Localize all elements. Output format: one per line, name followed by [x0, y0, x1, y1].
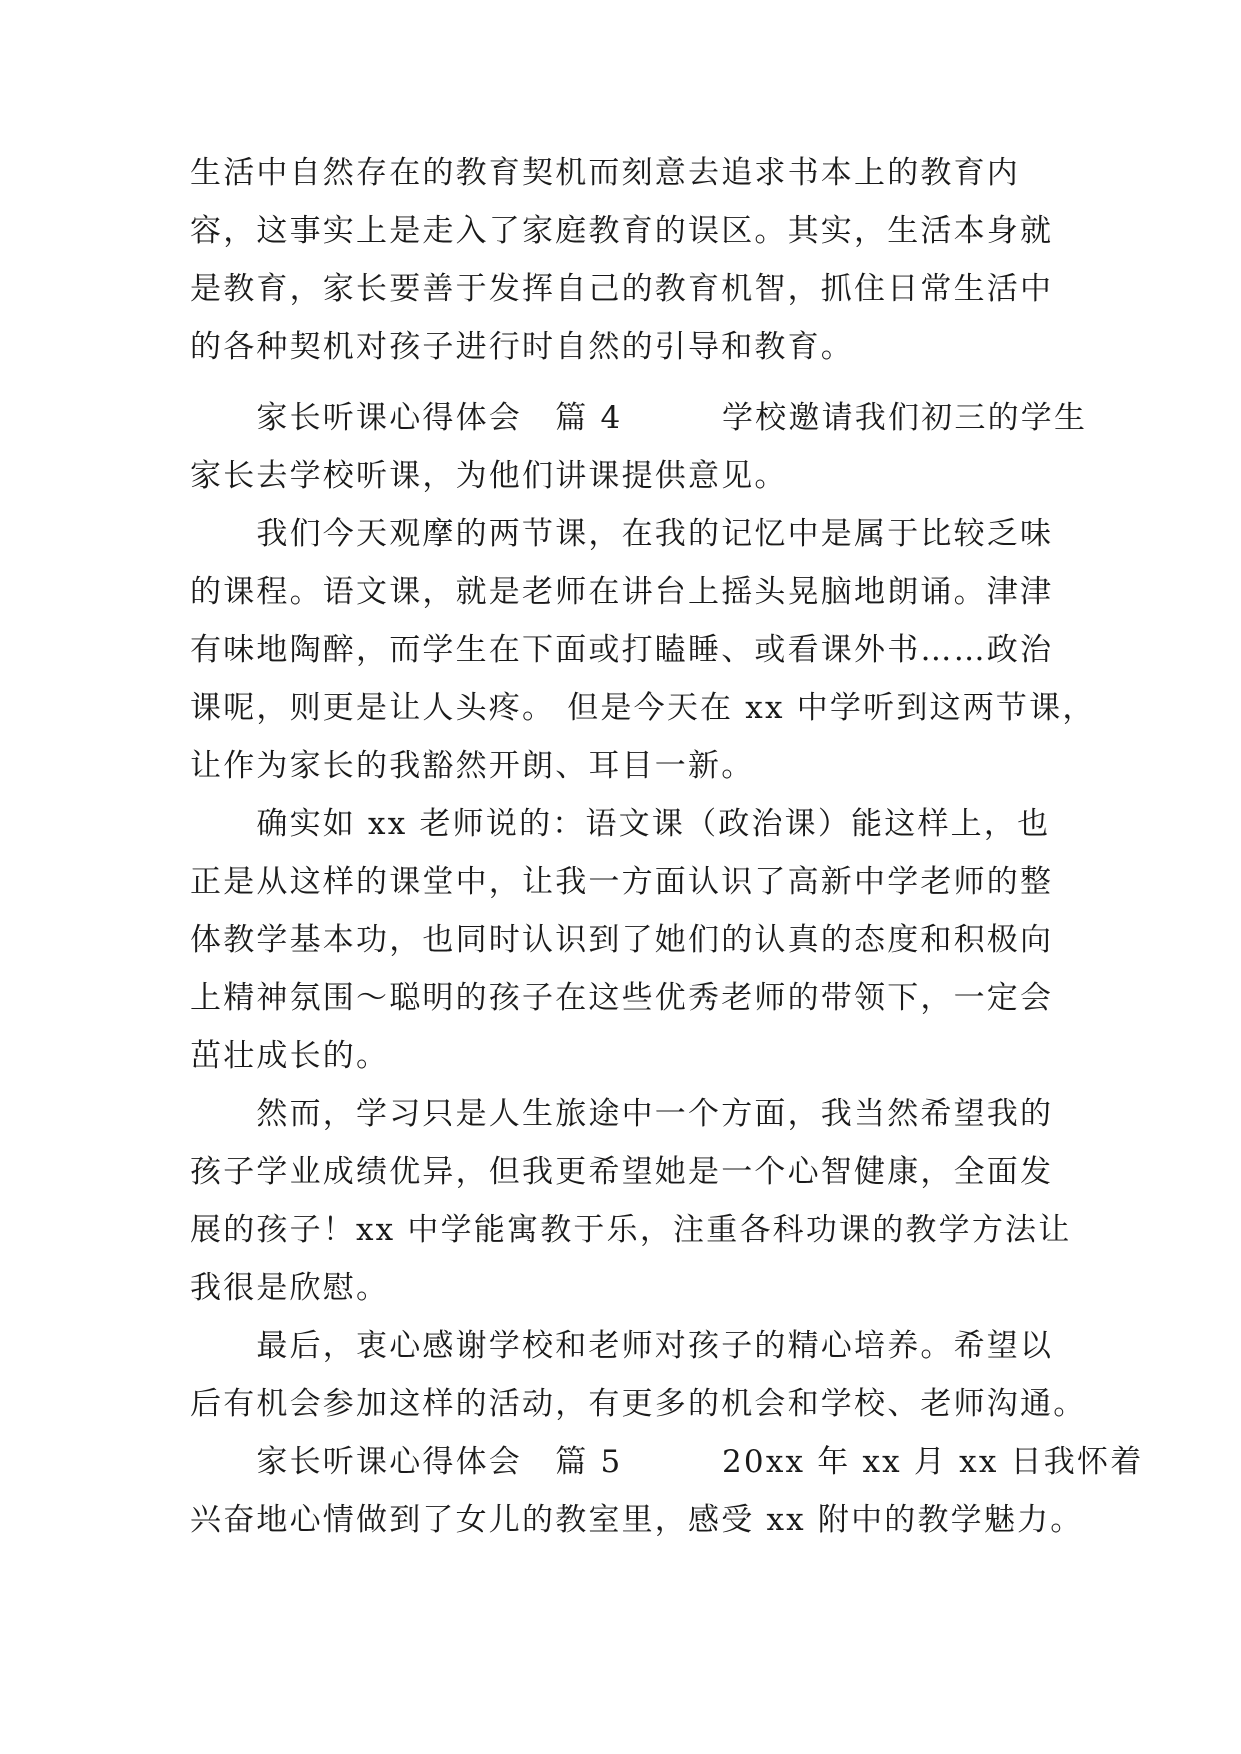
text-line: 上精神氛围～聪明的孩子在这些优秀老师的带领下，一定会 — [190, 980, 1054, 1016]
text-line: 确实如 xx 老师说的：语文课（政治课）能这样上，也 — [190, 806, 1051, 842]
text-line: 有味地陶醉，而学生在下面或打瞌睡、或看课外书……政治 — [190, 632, 1054, 668]
text-line: 后有机会参加这样的活动，有更多的机会和学校、老师沟通。 — [190, 1386, 1087, 1422]
text-line: 然而，学习只是人生旅途中一个方面，我当然希望我的 — [190, 1096, 1054, 1132]
text-line: 正是从这样的课堂中，让我一方面认识了高新中学老师的整 — [190, 864, 1054, 900]
text-line: 的课程。语文课，就是老师在讲台上摇头晃脑地朗诵。津津 — [190, 574, 1054, 610]
text-line: 家长去学校听课，为他们讲课提供意见。 — [190, 458, 788, 494]
text-line: 的各种契机对孩子进行时自然的引导和教育。 — [190, 329, 854, 365]
text-line: 最后，衷心感谢学校和老师对孩子的精心培养。希望以 — [190, 1328, 1054, 1364]
text-line: 我很是欣慰。 — [190, 1270, 390, 1306]
text-line: 是教育，家长要善于发挥自己的教育机智，抓住日常生活中 — [190, 271, 1054, 307]
section-heading-line: 家长听课心得体会 篇 4 学校邀请我们初三的学生 — [190, 400, 1088, 436]
text-line: 兴奋地心情做到了女儿的教室里，感受 xx 附中的教学魅力。 — [190, 1502, 1084, 1538]
text-line: 我们今天观摩的两节课，在我的记忆中是属于比较乏味 — [190, 516, 1054, 552]
text-line: 让作为家长的我豁然开朗、耳目一新。 — [190, 748, 755, 784]
text-line: 孩子学业成绩优异，但我更希望她是一个心智健康，全面发 — [190, 1154, 1054, 1190]
section-heading-line: 家长听课心得体会 篇 5 20xx 年 xx 月 xx 日我怀着 — [190, 1444, 1144, 1480]
text-line: 展的孩子！xx 中学能寓教于乐，注重各科功课的教学方法让 — [190, 1212, 1072, 1248]
text-line: 体教学基本功，也同时认识到了她们的认真的态度和积极向 — [190, 922, 1054, 958]
text-line: 茁壮成长的。 — [190, 1038, 390, 1074]
text-line: 容，这事实上是走入了家庭教育的误区。其实，生活本身就 — [190, 213, 1054, 249]
text-line: 课呢，则更是让人头疼。 但是今天在 xx 中学听到这两节课， — [190, 690, 1096, 726]
text-line: 生活中自然存在的教育契机而刻意去追求书本上的教育内 — [190, 155, 1020, 191]
